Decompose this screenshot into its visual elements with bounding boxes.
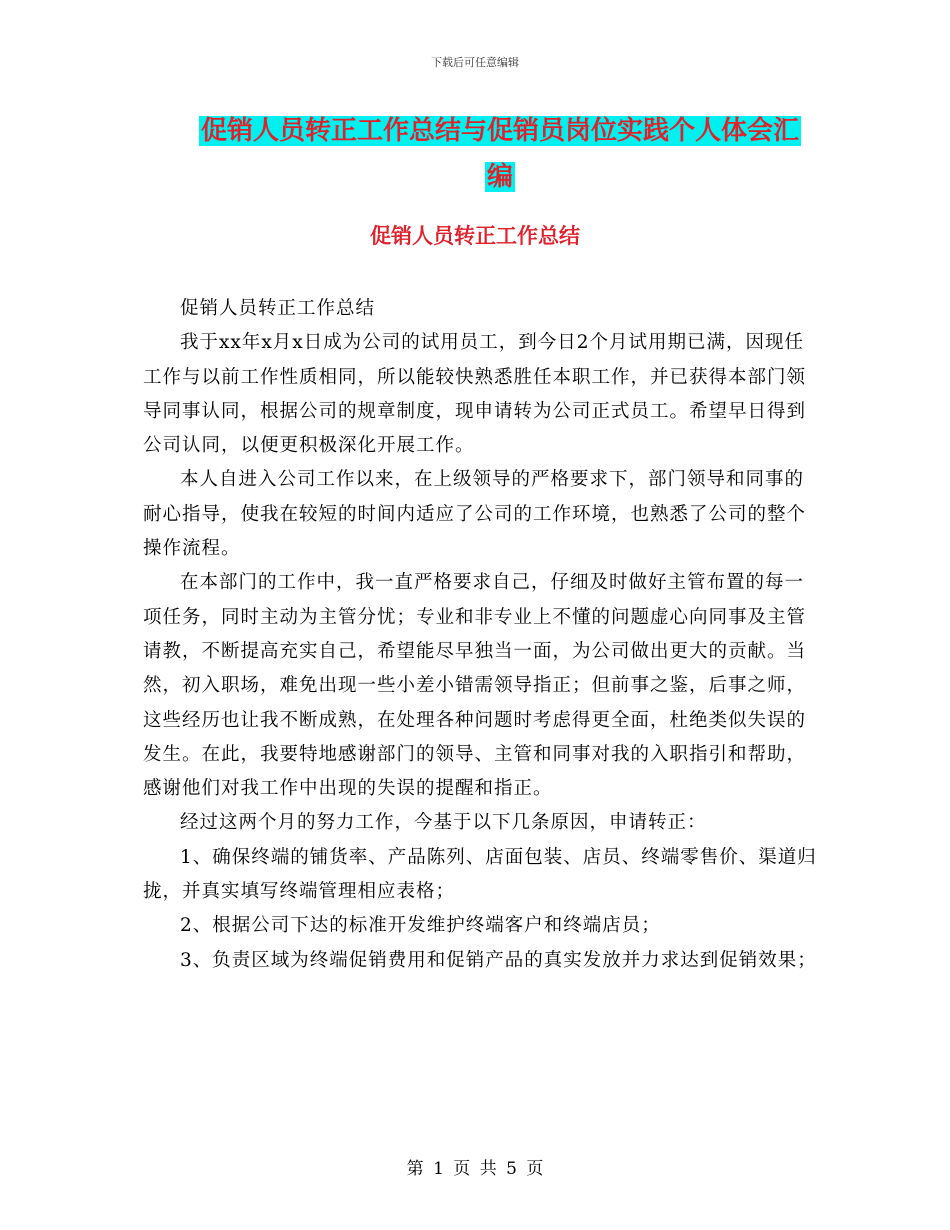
- document-body: [143, 292, 823, 978]
- paragraph: 本人自进入公司工作以来，在上级领导的严格要求下，部门领导和同事的耐心指导，使我在较短的时间内适应了公司的工作环境，也熟悉了公司的整个操作流程。: [143, 469, 807, 560]
- list-item: 2、根据公司下达的标准开发维护终端客户和终端店员；: [180, 915, 661, 937]
- document-title-line-1: 促销人员转正工作总结与促销员岗位实践个人体会汇: [200, 116, 799, 146]
- paragraph: 我于xx年x月x日成为公司的试用员工，到今日2个月试用期已满，因现任工作与以前工作性质相同，所以能较快熟悉胜任本职工作，并已获得本部门领导同事认同，根据公司的规章制度，现申请转为公司正式员工。希望早日得到公司认同，以便更积极深化开展工作。: [143, 332, 807, 457]
- list-item: 3、负责区域为终端促销费用和促销产品的真实发放并力求达到促销效果；: [180, 949, 817, 971]
- paragraph: 在本部门的工作中，我一直严格要求自己，仔细及时做好主管布置的每一项任务，同时主动为主管分忧；专业和非专业上不懂的问题虚心向同事及主管请教，不断提高充实自己，希望能尽早独当一面，为公司做出更大的贡献。当然，初入职场，难免出现一些小差小错需领导指正；但前事之鉴，后事之师，这些经历也让我不断成熟，在处理各种问题时考虑得更全面，杜绝类似失误的发生。在此，我要特地感谢部门的领导、主管和同事对我的入职指引和帮助，感谢他们对我工作中出现的失误的提醒和指正。: [143, 572, 807, 800]
- document-title: [190, 108, 810, 200]
- section-title: 促销人员转正工作总结: [370, 224, 580, 248]
- list-item: 1、确保终端的铺货率、产品陈列、店面包装、店员、终端零售价、渠道归拢，并真实填写终端管理相应表格；: [143, 846, 817, 903]
- page-number-footer: 第 1 页 共 5 页: [406, 1159, 544, 1179]
- paragraph: 促销人员转正工作总结: [180, 298, 376, 319]
- paragraph: 经过这两个月的努力工作，今基于以下几条原因，申请转正：: [180, 812, 707, 834]
- document-title-line-2: 编: [486, 162, 513, 192]
- header-note: 下载后可任意编辑: [431, 56, 519, 69]
